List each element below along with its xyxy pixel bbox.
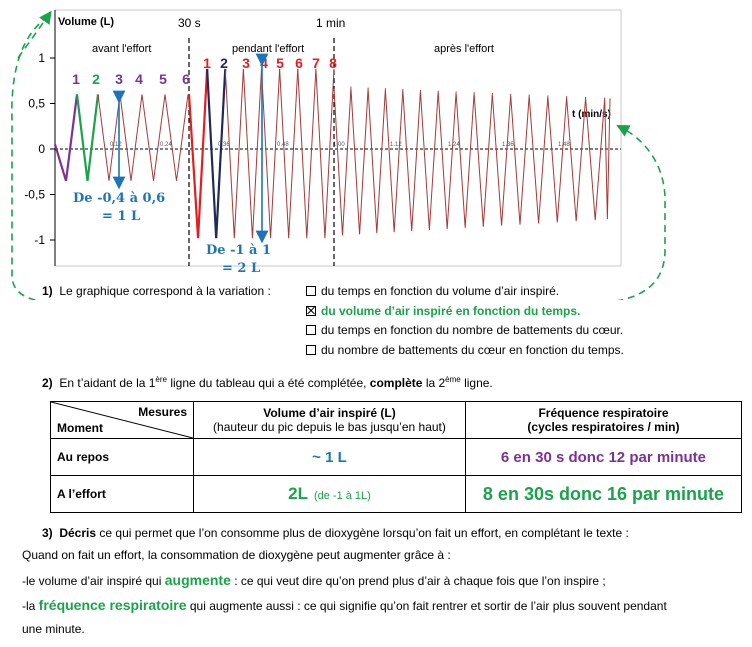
effort-annotation-2: = 2 L <box>222 261 261 276</box>
answer-frequence: fréquence respiratoire <box>38 597 187 613</box>
effort-count-label: 3 <box>242 55 250 71</box>
measures-table <box>50 401 742 513</box>
x-tick-label: 1.12 <box>390 142 402 148</box>
y-axis-label: Volume (L) <box>58 16 115 28</box>
q1-number: 1) <box>42 284 53 298</box>
y-tick-label: -1 <box>34 233 45 247</box>
corner-cell <box>51 402 194 439</box>
rest-count-label: 3 <box>115 71 123 87</box>
corner-top: Mesures <box>138 405 187 419</box>
y-tick-label: 0 <box>38 142 45 156</box>
phase-after: après l'effort <box>434 43 494 55</box>
effort-volume: 2L <box>288 484 308 503</box>
q1-prompt <box>42 284 271 299</box>
q2-number: 2) <box>42 376 53 390</box>
phase-during: pendant l'effort <box>232 43 305 55</box>
rest-annotation-1: De -0,4 à 0,6 <box>73 191 166 206</box>
rest-volume: ~ 1 L <box>194 439 466 476</box>
rest-count-label: 2 <box>92 71 100 87</box>
rest-count-label: 6 <box>182 71 190 87</box>
rest-count-label: 4 <box>135 71 143 87</box>
x-tick-label: 0.12 <box>110 142 122 148</box>
effort-count-label: 8 <box>329 55 337 71</box>
row-rest-label: Au repos <box>51 439 194 476</box>
x-tick-label: 0.36 <box>218 142 230 148</box>
q1-option-4[interactable]: du nombre de battements du cœur en fonction du temps. <box>306 343 624 358</box>
corner-bottom: Moment <box>57 421 103 435</box>
rest-count-label: 1 <box>72 71 80 87</box>
q3-line4: une minute. <box>22 622 85 636</box>
answer-augmente: augmente <box>164 572 231 588</box>
effort-volume-cell <box>194 476 466 513</box>
q3-prompt: 3) Décris ce qui permet que l’on consomme plus de dioxygène lorsqu’on fait un effort, en complétant le texte : <box>42 526 629 540</box>
x-tick-label: 1.24 <box>448 142 460 148</box>
q1-option-3[interactable]: du temps en fonction du nombre de battements du cœur. <box>306 323 623 338</box>
effort-frequency: 8 en 30s donc 16 par minute <box>465 476 741 513</box>
rest-annotation-2: = 1 L <box>102 209 141 224</box>
checkbox-4[interactable] <box>306 345 316 355</box>
x-tick-label: 0.24 <box>160 142 172 148</box>
y-tick-label: 0,5 <box>28 96 45 111</box>
effort-count-label: 1 <box>203 55 211 71</box>
col2-header: Fréquence respiratoire (cycles respiratoires / min) <box>465 402 741 439</box>
phase-before: avant l'effort <box>92 43 152 55</box>
effort-count-label: 6 <box>295 55 303 71</box>
effort-count-label: 7 <box>312 55 320 71</box>
q3-line2: -le volume d’air inspiré qui augmente : ce qui veut dire qu’on prend plus d’air à chaque fois que l’on inspire ; <box>22 572 606 588</box>
effort-count-label: 2 <box>220 55 228 71</box>
checkbox-2-checked[interactable] <box>306 306 316 316</box>
q3-line3: -la fréquence respiratoire qui augmente aussi : ce qui signifie qu’on fait rentrer et sortir de l’air plus souvent pendant <box>22 597 667 613</box>
col1-header: Volume d’air inspiré (L) (hauteur du pic depuis le bas jusqu’en haut) <box>194 402 466 439</box>
y-tick-label: -0,5 <box>24 187 45 202</box>
x-tick-label: 0.48 <box>277 142 289 148</box>
breathing-chart <box>0 0 752 300</box>
x-tick-label: 1.36 <box>502 142 514 148</box>
q1-option-2[interactable]: du volume d’air inspiré en fonction du temps. <box>306 304 580 319</box>
y-tick-label: 1 <box>38 51 45 65</box>
q1-option-1[interactable]: du temps en fonction du volume d’air inspiré. <box>306 284 559 299</box>
effort-annotation-1: De -1 à 1 <box>206 243 272 258</box>
checkbox-1[interactable] <box>306 286 316 296</box>
label-30s: 30 s <box>178 16 201 30</box>
x-tick-label: 1.00 <box>333 142 345 148</box>
q3-number: 3) <box>42 526 53 540</box>
x-axis-label: t (min/s) <box>572 109 611 120</box>
rest-count-label: 5 <box>159 71 167 87</box>
rest-frequency: 6 en 30 s donc 12 par minute <box>465 439 741 476</box>
label-1min: 1 min <box>316 16 346 30</box>
q1-text: Le graphique correspond à la variation : <box>59 284 271 298</box>
effort-count-label: 4 <box>260 55 268 71</box>
q3-line1: Quand on fait un effort, la consommation de dioxygène peut augmenter grâce à : <box>22 548 451 562</box>
effort-count-label: 5 <box>276 55 284 71</box>
q2-prompt: 2) En t’aidant de la 1ère ligne du tableau qui a été complétée, complète la 2ème ligne. <box>42 375 493 390</box>
row-effort-label: A l’effort <box>51 476 194 513</box>
effort-volume-note: (de -1 à 1L) <box>313 490 371 502</box>
x-tick-label: 1.48 <box>558 142 570 148</box>
checkbox-3[interactable] <box>306 325 316 335</box>
